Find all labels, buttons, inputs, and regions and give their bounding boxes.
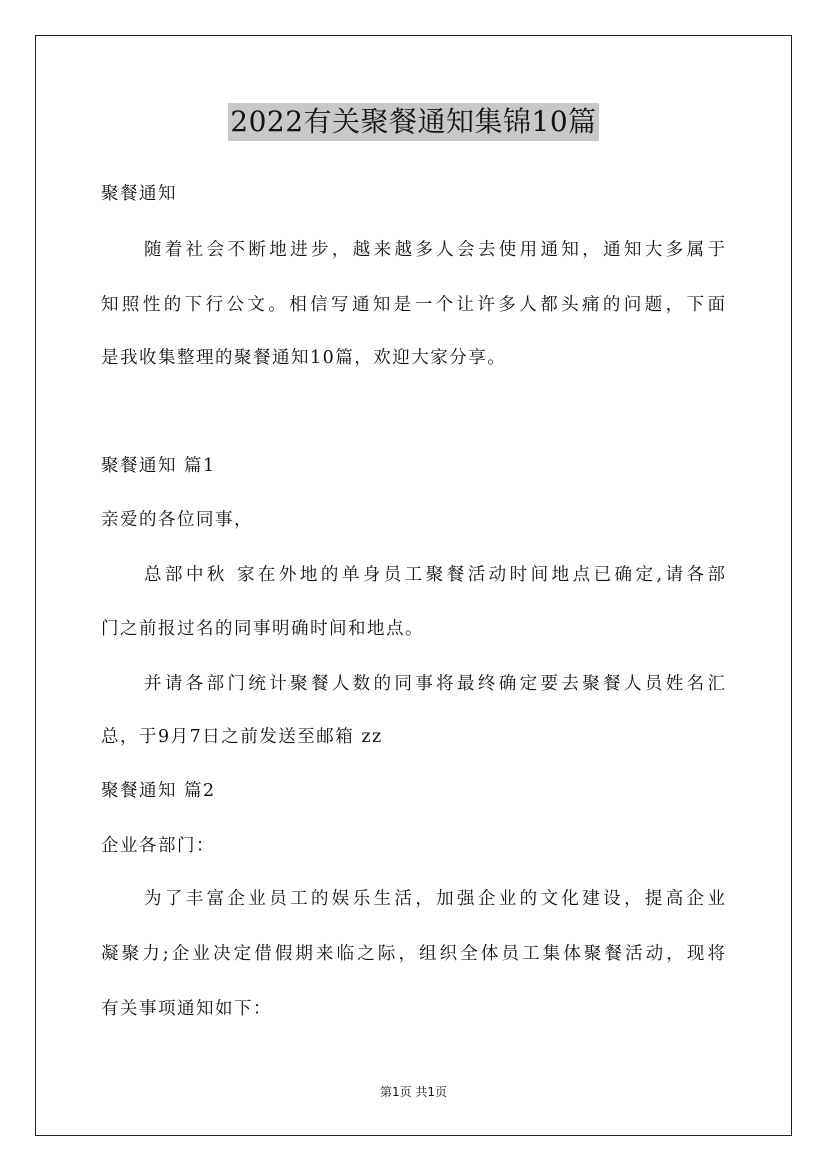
intro-paragraph-line-2: 知照性的下行公文。相信写通知是一个让许多人都头痛的问题，下面 [101, 295, 725, 315]
title-container [0, 103, 827, 141]
section-1-paragraph-1-line-1: 总部中秋 家在外地的单身员工聚餐活动时间地点已确定,请各部 [144, 565, 725, 585]
section-2-heading: 聚餐通知 篇2 [101, 781, 216, 801]
section-2-salutation: 企业各部门： [101, 836, 215, 856]
page-footer: 第1页 共1页 [379, 1085, 448, 1099]
section-2-paragraph-1-line-1: 为了丰富企业员工的娱乐生活，加强企业的文化建设，提高企业 [144, 889, 725, 909]
section-1-salutation: 亲爱的各位同事， [101, 510, 253, 530]
intro-paragraph-line-3: 是我收集整理的聚餐通知10篇，欢迎大家分享。 [101, 348, 507, 368]
section-1-paragraph-2-line-1: 并请各部门统计聚餐人数的同事将最终确定要去聚餐人员姓名汇 [144, 674, 725, 694]
intro-paragraph-line-1: 随着社会不断地进步，越来越多人会去使用通知，通知大多属于 [144, 240, 725, 260]
section-1-heading: 聚餐通知 篇1 [101, 456, 216, 476]
section-2-paragraph-1-line-2: 凝聚力;企业决定借假期来临之际，组织全体员工集体聚餐活动，现将 [101, 944, 725, 964]
section-1-paragraph-2-line-2: 总，于9月7日之前发送至邮箱 zz [101, 727, 383, 747]
document-title: 2022有关聚餐通知集锦10篇 [228, 103, 598, 141]
section-2-paragraph-1-line-3: 有关事项通知如下： [101, 999, 272, 1019]
section-1-paragraph-1-line-2: 门之前报过名的同事明确时间和地点。 [101, 619, 424, 639]
intro-heading: 聚餐通知 [101, 184, 177, 204]
